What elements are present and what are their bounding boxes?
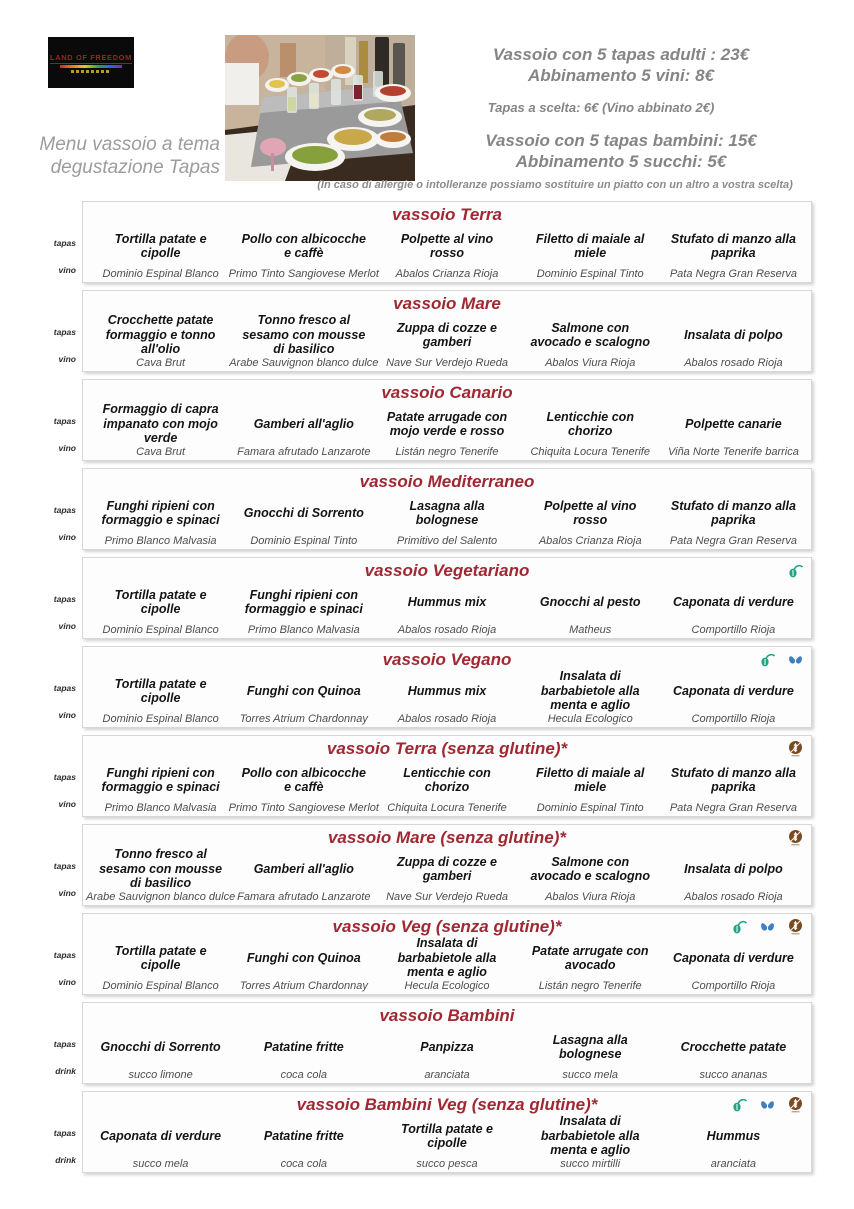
menu-cell [375, 316, 518, 371]
drink-name: Comportillo Rioja [691, 624, 776, 636]
pricing-block [396, 44, 846, 172]
menu-cell [89, 939, 232, 994]
menu-cell [519, 1028, 662, 1083]
drink-name: Pata Negra Gran Reserva [669, 802, 797, 814]
tapa-name: Insalata di barbabietole alla menta e aglio [540, 1114, 640, 1158]
drink-name: Nave Sur Verdejo Rueda [386, 357, 508, 369]
menu-cell [375, 494, 518, 549]
vegetarian-icon [731, 1096, 748, 1113]
drink-name: Comportillo Rioja [691, 713, 776, 725]
tapa-name: Hummus mix [407, 594, 487, 609]
menu-cell [232, 672, 375, 727]
tapa-name: Polpette al vino rosso [400, 231, 494, 260]
menu-cell [662, 405, 805, 460]
gluten-free-icon [787, 918, 804, 935]
tapa-name: Salmone con avocado e scalogno [530, 854, 650, 883]
menu-cell [232, 850, 375, 905]
drink-name: Chiquita Locura Tenerife [530, 446, 650, 458]
logo-subtext [71, 70, 111, 73]
tapa-name: Gnocchi di Sorrento [243, 505, 364, 520]
tapa-name: Lenticchie con chorizo [546, 409, 634, 438]
menu-cell [519, 405, 662, 460]
tapa-name: Tonno fresco al sesamo con mousse di basilico [99, 847, 223, 891]
tapa-name: Tortilla patate e cipolle [114, 231, 207, 260]
section-badges [731, 918, 804, 935]
menu-cell [519, 1114, 662, 1172]
section-badges [787, 740, 804, 757]
tapa-name: Panpizza [420, 1039, 474, 1054]
menu-cell [232, 494, 375, 549]
menu-section [53, 735, 812, 817]
menu-cell [662, 761, 805, 816]
row-label-drink: drink [55, 1155, 76, 1165]
row-label-drink: vino [58, 354, 76, 364]
drink-name: Dominio Espinal Tinto [536, 268, 644, 280]
price-kids-line2: Abbinamento 5 succhi: 5€ [515, 152, 727, 171]
row-label-tapas: tapas [53, 950, 76, 960]
drink-name: Comportillo Rioja [691, 980, 776, 992]
vegetarian-icon [731, 918, 748, 935]
page-title-line1: Menu vassoio a tema [39, 134, 220, 155]
menu-cell [519, 850, 662, 905]
tapa-name: Lasagna alla bolognese [552, 1032, 628, 1061]
tray-row [89, 313, 805, 371]
menu-cell [662, 850, 805, 905]
tapa-name: Polpette canarie [685, 416, 782, 431]
section-badges [787, 829, 804, 846]
drink-name: Torres Atrium Chardonnay [239, 713, 368, 725]
section-title: vassoio Terra [392, 205, 502, 224]
row-label-tapas: tapas [53, 594, 76, 604]
tapa-name: Lenticchie con chorizo [403, 765, 491, 794]
tapa-name: Funghi con Quinoa [246, 683, 361, 698]
menu-cell [232, 939, 375, 994]
drink-name: Abalos rosado Rioja [397, 624, 497, 636]
price-adults-line1: Vassoio con 5 tapas adulti : 23€ [492, 45, 750, 64]
tapa-name: Crocchette patate formaggio e tonno all'olio [105, 313, 216, 357]
menu-cell [662, 939, 805, 994]
drink-name: Torres Atrium Chardonnay [239, 980, 368, 992]
section-title: vassoio Bambini [379, 1006, 515, 1025]
vegetarian-icon [787, 562, 804, 579]
drink-name: Abalos rosado Rioja [397, 713, 497, 725]
gluten-free-icon [787, 829, 804, 846]
menu-cell [89, 1117, 232, 1172]
menu-section [53, 379, 812, 461]
row-label-drink: vino [58, 710, 76, 720]
menu-cell [662, 494, 805, 549]
menu-section [53, 1091, 812, 1173]
menu-section [53, 1002, 812, 1084]
tapa-name: Caponata di verdure [672, 950, 794, 965]
tray-row [89, 402, 805, 460]
drink-name: coca cola [280, 1158, 328, 1170]
menu-section [53, 468, 812, 550]
row-label-tapas: tapas [53, 238, 76, 248]
row-label-tapas: tapas [53, 861, 76, 871]
drink-name: Abalos Crianza Rioja [538, 535, 642, 547]
row-label-tapas: tapas [53, 1128, 76, 1138]
menu-cell [232, 405, 375, 460]
drink-name: Cava Brut [136, 446, 186, 458]
tapa-name: Gnocchi di Sorrento [100, 1039, 221, 1054]
menu-cell [662, 672, 805, 727]
menu-section [53, 557, 812, 639]
tray-row [89, 227, 805, 282]
drink-name: Hecula Ecologico [547, 713, 633, 725]
row-label-drink: vino [58, 621, 76, 631]
tray-row [89, 1028, 805, 1083]
tapa-name: Filetto di maiale al miele [536, 231, 645, 260]
tapa-name: Caponata di verdure [100, 1128, 222, 1143]
drink-name: aranciata [424, 1069, 470, 1081]
vegan-icon [759, 918, 776, 935]
vegan-icon [759, 1096, 776, 1113]
tapa-name: Stufato di manzo alla paprika [670, 765, 796, 794]
tapa-name: Stufato di manzo alla paprika [670, 231, 796, 260]
menu-cell [89, 761, 232, 816]
row-label-drink: vino [58, 888, 76, 898]
menu-cell [662, 1117, 805, 1172]
menu-cell [519, 939, 662, 994]
tapa-name: Tortilla patate e cipolle [401, 1121, 493, 1150]
row-label-drink: vino [58, 532, 76, 542]
section-title: vassoio Terra (senza glutine)* [326, 739, 568, 758]
row-label-drink: drink [55, 1066, 76, 1076]
menu-cell [228, 761, 379, 816]
drink-name: coca cola [280, 1069, 328, 1081]
row-label-drink: vino [58, 443, 76, 453]
row-label-tapas: tapas [53, 1039, 76, 1049]
price-single-tapas: Tapas a scelta: 6€ (Vino abbinato 2€) [487, 100, 715, 115]
row-label-drink: vino [58, 799, 76, 809]
tapa-name: Tortilla patate e cipolle [114, 943, 207, 972]
tapa-name: Funghi con Quinoa [246, 950, 361, 965]
menu-cell [229, 313, 379, 371]
tray-row [89, 669, 805, 727]
tapa-name: Caponata di verdure [672, 683, 794, 698]
menu-cell [375, 583, 518, 638]
tray-row [89, 936, 805, 994]
tapa-name: Caponata di verdure [672, 594, 794, 609]
menu-cell [519, 227, 662, 282]
row-label-tapas: tapas [53, 683, 76, 693]
menu-cell [232, 1028, 375, 1083]
section-title: vassoio Vegano [382, 650, 512, 669]
menu-cell [232, 583, 375, 638]
tray-row [89, 583, 805, 638]
row-label-tapas: tapas [53, 505, 76, 515]
menu-cell [375, 850, 518, 905]
price-adults-line2: Abbinamento 5 vini: 8€ [527, 66, 715, 85]
tapa-name: Tortilla patate e cipolle [114, 587, 207, 616]
drink-name: Primo Tinto Sangiovese Merlot [228, 268, 379, 280]
tapa-name: Gnocchi al pesto [539, 594, 641, 609]
drink-name: Abalos Viura Rioja [545, 891, 636, 903]
menu-cell [228, 227, 379, 282]
menu-cell [662, 316, 805, 371]
drink-name: Famara afrutado Lanzarote [237, 446, 371, 458]
drink-name: succo ananas [699, 1069, 768, 1081]
drink-name: Primo Tinto Sangiovese Merlot [228, 802, 379, 814]
drink-name: Primo Blanco Malvasia [104, 535, 217, 547]
row-label-tapas: tapas [53, 416, 76, 426]
drink-name: Dominio Espinal Blanco [102, 980, 219, 992]
menu-cell [519, 761, 662, 816]
drink-name: Dominio Espinal Blanco [102, 268, 219, 280]
menu-cell [232, 1117, 375, 1172]
menu-cell [519, 669, 662, 727]
drink-name: Primitivo del Salento [396, 535, 498, 547]
tapa-name: Gamberi all'aglio [253, 416, 354, 431]
drink-name: succo limone [128, 1069, 193, 1081]
menu-section [53, 290, 812, 372]
page-title-line2: degustazione Tapas [50, 157, 220, 178]
section-title: vassoio Vegetariano [364, 561, 530, 580]
menu-cell [519, 494, 662, 549]
drink-name: Famara afrutado Lanzarote [237, 891, 371, 903]
menu-section [53, 646, 812, 728]
tapa-name: Insalata di barbabietole alla menta e aglio [397, 936, 497, 980]
tapa-name: Crocchette patate [680, 1039, 787, 1054]
drink-name: Hecula Ecologico [404, 980, 490, 992]
drink-name: Pata Negra Gran Reserva [669, 535, 797, 547]
section-badges [731, 1096, 804, 1113]
section-title: vassoio Mediterraneo [359, 472, 535, 491]
tapa-name: Stufato di manzo alla paprika [670, 498, 796, 527]
tray-row [85, 847, 805, 905]
tapa-name: Patatine fritte [263, 1039, 344, 1054]
drink-name: Nave Sur Verdejo Rueda [386, 891, 508, 903]
menu-cell [375, 761, 518, 816]
page-title [30, 133, 220, 179]
drink-name: Listán negro Tenerife [538, 980, 642, 992]
tapa-name: Zuppa di cozze e gamberi [397, 854, 498, 883]
menu-cell [375, 1117, 518, 1172]
section-title: vassoio Mare (senza glutine)* [327, 828, 567, 847]
section-badges [787, 562, 804, 579]
drink-name: Abalos rosado Rioja [684, 357, 783, 369]
drink-name: Abalos Crianza Rioja [395, 268, 499, 280]
tapa-name: Insalata di polpo [684, 861, 783, 876]
drink-name: Primo Blanco Malvasia [247, 624, 360, 636]
tapa-name: Salmone con avocado e scalogno [530, 320, 650, 349]
section-badges [759, 651, 804, 668]
drink-name: Dominio Espinal Blanco [102, 713, 219, 725]
tapa-name: Insalata di barbabietole alla menta e aglio [540, 669, 640, 713]
tapa-name: Polpette al vino rosso [544, 498, 637, 527]
drink-name: succo pesca [416, 1158, 478, 1170]
row-label-drink: vino [58, 265, 76, 275]
drink-name: succo mela [132, 1158, 189, 1170]
drink-name: succo mela [562, 1069, 619, 1081]
menu-cell [89, 402, 232, 460]
tapa-name: Patate arrugade con mojo verde e rosso [386, 409, 508, 438]
gluten-free-icon [787, 740, 804, 757]
tapa-name: Filetto di maiale al miele [536, 765, 645, 794]
price-kids-line1: Vassoio con 5 tapas bambini: 15€ [485, 131, 757, 150]
drink-name: Cava Brut [136, 357, 186, 369]
drink-name: succo mirtilli [560, 1158, 621, 1170]
menu-cell [375, 936, 518, 994]
tray-row [89, 761, 805, 816]
tapa-name: Zuppa di cozze e gamberi [397, 320, 498, 349]
allergy-note: (In caso di allergie o intolleranze possiamo sostituire un piatto con un altro a vostra scelta) [317, 179, 793, 191]
section-title: vassoio Canario [381, 383, 513, 402]
menu-cell [375, 227, 518, 282]
drink-name: Viña Norte Tenerife barrica [667, 446, 799, 458]
vegan-icon [787, 651, 804, 668]
tapa-name: Pollo con albicocche e caffè [241, 231, 366, 260]
tapa-name: Tortilla patate e cipolle [114, 676, 207, 705]
tapa-name: Hummus [706, 1128, 761, 1143]
drink-name: Abalos Viura Rioja [545, 357, 636, 369]
restaurant-logo [48, 37, 134, 88]
vegetarian-icon [759, 651, 776, 668]
logo-rainbow-stripe [60, 65, 122, 68]
tray-row [89, 494, 805, 549]
drink-name: Abalos rosado Rioja [684, 891, 783, 903]
menu-cell [89, 1028, 232, 1083]
logo-text: LAND OF FREEDOM [50, 52, 132, 62]
menu-cell [519, 316, 662, 371]
tapa-name: Funghi ripieni con formaggio e spinaci [101, 498, 220, 527]
drink-name: Listán negro Tenerife [395, 446, 499, 458]
tapa-name: Insalata di polpo [684, 327, 783, 342]
row-label-tapas: tapas [53, 772, 76, 782]
tapa-name: Funghi ripieni con formaggio e spinaci [244, 587, 363, 616]
drink-name: Pata Negra Gran Reserva [669, 268, 797, 280]
menu-cell [519, 583, 662, 638]
tapa-name: Lasagna alla bolognese [409, 498, 485, 527]
menu-cell [89, 583, 232, 638]
gluten-free-icon [787, 1096, 804, 1113]
drink-name: Dominio Espinal Blanco [102, 624, 219, 636]
menu-cell [662, 583, 805, 638]
menu-section [53, 201, 812, 283]
tapa-name: Patate arrugate con avocado [531, 943, 649, 972]
tapa-name: Hummus mix [407, 683, 487, 698]
section-title: vassoio Mare [393, 294, 501, 313]
menu-cell [662, 1028, 805, 1083]
row-label-drink: vino [58, 977, 76, 987]
menu-cell [89, 313, 232, 371]
tapa-name: Funghi ripieni con formaggio e spinaci [101, 765, 220, 794]
row-label-tapas: tapas [53, 327, 76, 337]
section-title: vassoio Bambini Veg (senza glutine)* [296, 1095, 598, 1114]
tray-row [89, 1114, 805, 1172]
drink-name: Matheus [569, 624, 612, 636]
menu-cell [375, 405, 518, 460]
drink-name: Arabe Sauvignon blanco dulce [229, 357, 379, 369]
menu-section [53, 824, 812, 906]
drink-name: Primo Blanco Malvasia [104, 802, 217, 814]
menu-cell [662, 227, 805, 282]
menu-cell [375, 1028, 518, 1083]
drink-name: Chiquita Locura Tenerife [387, 802, 507, 814]
menu-cell [375, 672, 518, 727]
menu-cell [89, 672, 232, 727]
menu-cell [89, 494, 232, 549]
drink-name: aranciata [710, 1158, 757, 1170]
drink-name: Arabe Sauvignon blanco dulce [85, 891, 236, 903]
sections [53, 201, 812, 1173]
section-title: vassoio Veg (senza glutine)* [332, 917, 562, 936]
drink-name: Dominio Espinal Tinto [250, 535, 358, 547]
tapa-name: Tonno fresco al sesamo con mousse di basilico [242, 313, 366, 357]
menu-section [53, 913, 812, 995]
drink-name: Dominio Espinal Tinto [536, 802, 644, 814]
tapa-name: Gamberi all'aglio [253, 861, 354, 876]
tapa-name: Pollo con albicocche e caffè [241, 765, 366, 794]
tapa-name: Formaggio di capra impanato con mojo verde [102, 402, 219, 446]
menu-cell [89, 227, 232, 282]
tapa-name: Patatine fritte [263, 1128, 344, 1143]
menu-cell [85, 847, 236, 905]
